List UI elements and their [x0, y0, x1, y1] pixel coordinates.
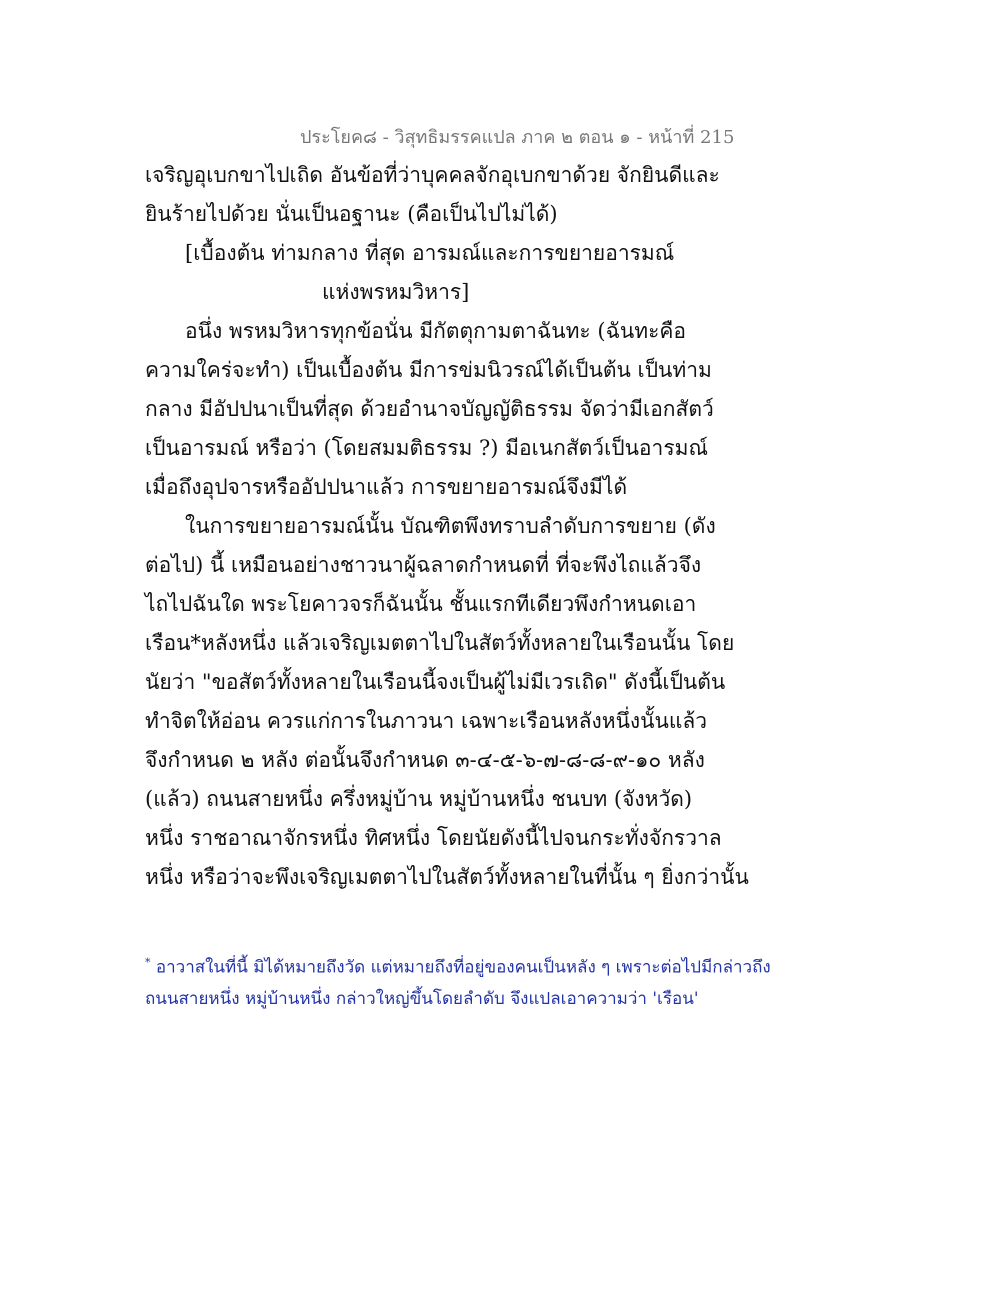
footnote-line-1: [145, 950, 771, 981]
body-line-17: (แล้ว) ถนนสายหนึ่ง ครึ่งหมู่บ้าน หมู่บ้านหนึ่ง ชนบท (จังหวัด): [145, 787, 693, 811]
body-line-7: กลาง มีอัปปนาเป็นที่สุด ด้วยอำนาจบัญญัติธรรม จัดว่ามีเอกสัตว์: [145, 397, 714, 421]
body-line-5: อนึ่ง พรหมวิหารทุกข้อนั่น มีกัตตุกามตาฉันทะ (ฉันทะคือ: [185, 319, 687, 343]
footnote-text-1: อาวาสในที่นี้ มิได้หมายถึงวัด แต่หมายถึงที่อยู่ของคนเป็นหลัง ๆ เพราะต่อไปมีกล่าวถึง: [155, 957, 771, 978]
body-line-16: จึงกำหนด ๒ หลัง ต่อนั้นจึงกำหนด ๓-๔-๕-๖-๗-๘-๘-๙-๑๐ หลัง: [145, 748, 705, 772]
section-heading-line-1: [เบื้องต้น ท่ามกลาง ที่สุด อารมณ์และการขยายอารมณ์: [185, 241, 675, 265]
section-heading-line-2: แห่งพรหมวิหาร]: [322, 280, 470, 304]
body-line-10: ในการขยายอารมณ์นั้น บัณฑิตพึงทราบลำดับการขยาย (ดัง: [185, 514, 716, 538]
body-line-19: หนึ่ง หรือว่าจะพึงเจริญเมตตาไปในสัตว์ทั้งหลายในที่นั้น ๆ ยิ่งกว่านั้น: [145, 865, 749, 889]
body-line-9: เมื่อถึงอุปจารหรืออัปปนาแล้ว การขยายอารมณ์จึงมีได้: [145, 475, 628, 499]
body-line-15: ทำจิตให้อ่อน ควรแก่การในภาวนา เฉพาะเรือนหลังหนึ่งนั้นแล้ว: [145, 709, 708, 733]
body-line-14: นัยว่า "ขอสัตว์ทั้งหลายในเรือนนี้จงเป็นผู้ไม่มีเวรเถิด" ดังนี้เป็นต้น: [145, 670, 726, 694]
body-line-2: ยินร้ายไปด้วย นั่นเป็นอฐานะ (คือเป็นไปไม่ได้): [145, 202, 558, 226]
body-line-12: ไถไปฉันใด พระโยคาวจรก็ฉันนั้น ชั้นแรกทีเดียวพึงกำหนดเอา: [145, 592, 697, 616]
footnote-line-2: ถนนสายหนึ่ง หมู่บ้านหนึ่ง กล่าวใหญ่ขึ้นโดยลำดับ จึงแปลเอาความว่า 'เรือน': [145, 989, 699, 1009]
page-header: ประโยค๘ - วิสุทธิมรรคแปล ภาค ๒ ตอน ๑ - หน้าที่ 215: [300, 127, 735, 148]
body-line-6: ความใคร่จะทำ) เป็นเบื้องต้น มีการข่มนิวรณ์ได้เป็นต้น เป็นท่าม: [145, 358, 712, 382]
body-line-18: หนึ่ง ราชอาณาจักรหนึ่ง ทิศหนึ่ง โดยนัยดังนี้ไปจนกระทั่งจักรวาล: [145, 826, 722, 850]
body-line-1: เจริญอุเบกขาไปเถิด อันข้อที่ว่าบุคคลจักอุเบกขาด้วย จักยินดีและ: [145, 163, 720, 187]
body-line-11: ต่อไป) นี้ เหมือนอย่างชาวนาผู้ฉลาดกำหนดที่ ที่จะพึงไถแล้วจึง: [145, 553, 702, 577]
body-line-8: เป็นอารมณ์ หรือว่า (โดยสมมติธรรม ?) มีอเนกสัตว์เป็นอารมณ์: [145, 436, 708, 460]
footnote-marker: *: [145, 956, 151, 969]
body-line-13: เรือน*หลังหนึ่ง แล้วเจริญเมตตาไปในสัตว์ทั้งหลายในเรือนนั้น โดย: [145, 631, 735, 655]
